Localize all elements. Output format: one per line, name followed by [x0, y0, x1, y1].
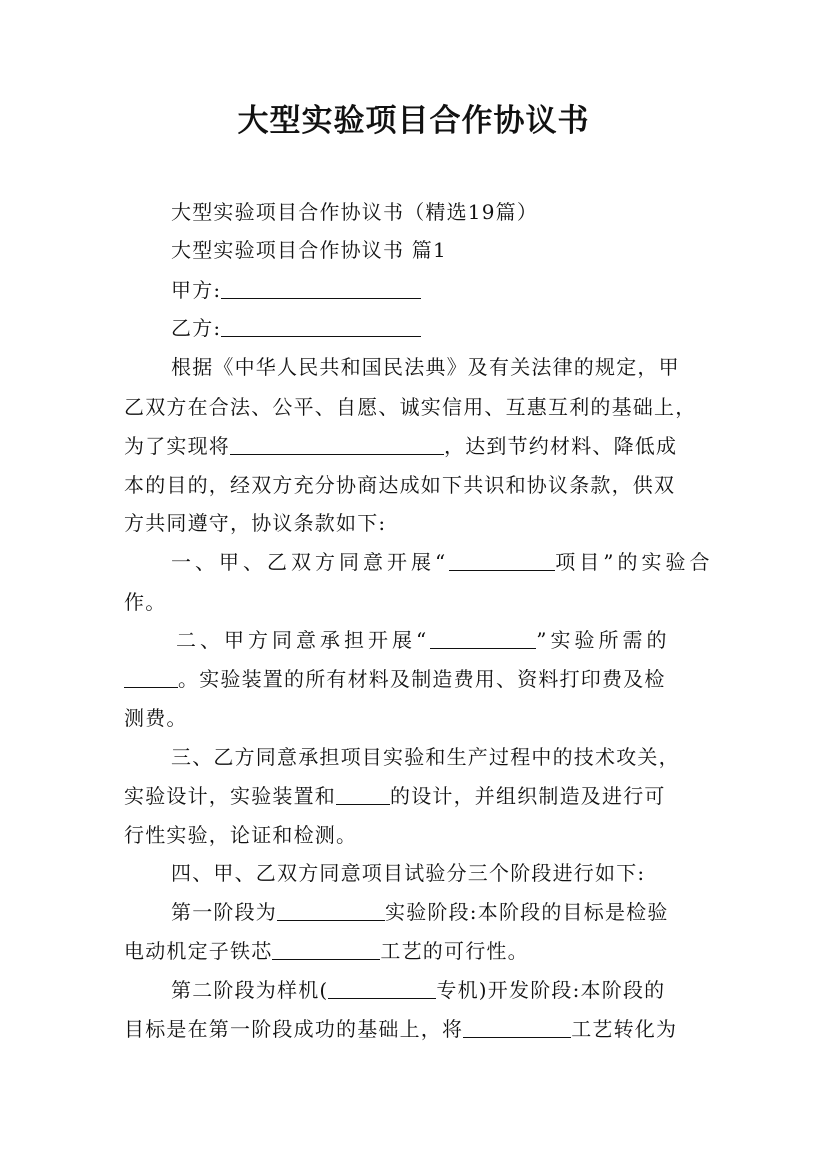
clause-text: 项目”的实验合 — [555, 550, 714, 574]
party-a-blank — [221, 280, 421, 299]
clause-text: 四、甲、乙双方同意项目试验分三个阶段进行如下: — [171, 861, 646, 885]
clause-text: 一、甲、乙双方同意开展“ — [171, 550, 450, 574]
clause-text: 第二阶段为样机( — [171, 978, 329, 1002]
fill-in-blank — [430, 630, 536, 649]
fill-in-blank — [463, 1019, 571, 1038]
paragraph-line — [171, 352, 680, 382]
stage-1-line — [124, 936, 529, 966]
fill-in-blank — [272, 941, 380, 960]
clause-text: 行性实验，论证和检测。 — [124, 823, 358, 847]
clause-3-line — [171, 742, 680, 772]
stage-1-line — [171, 897, 669, 927]
paragraph-line — [124, 431, 677, 461]
paragraph-line — [124, 508, 386, 538]
fill-in-blank — [230, 436, 444, 455]
clause-text: 。实验装置的所有材料及制造费用、资料打印费及检 — [178, 667, 666, 691]
fill-in-blank — [277, 902, 385, 921]
party-a-label: 甲方: — [171, 278, 222, 302]
clause-text: 工艺的可行性。 — [380, 939, 529, 963]
clause-2-line — [124, 664, 666, 694]
clause-1-line — [124, 587, 166, 617]
fill-in-blank — [336, 786, 390, 805]
paragraph-text: 本的目的，经双方充分协商达成如下共识和协议条款，供双 — [124, 473, 676, 497]
clause-text: 实验阶段:本阶段的目标是检验 — [385, 900, 669, 924]
paragraph-line — [124, 392, 696, 422]
clause-text: ”实验所需的 — [536, 628, 671, 652]
clause-text: 工艺转化为 — [571, 1017, 678, 1041]
paragraph-text: 根据《中华人民共和国民法典》及有关法律的规定，甲 — [171, 355, 680, 379]
paragraph-text: 为了实现将 — [124, 434, 230, 458]
fill-in-blank — [449, 552, 555, 571]
clause-text: 二、甲方同意承担开展“ — [176, 628, 431, 652]
paragraph-text: ，达到节约材料、降低成 — [444, 434, 678, 458]
clause-text: 实验设计，实验装置和 — [124, 784, 336, 808]
clause-3-line — [124, 781, 666, 811]
clause-text: 的设计，并组织制造及进行可 — [390, 784, 666, 808]
party-b-line — [171, 313, 421, 343]
party-a-line — [171, 275, 421, 305]
party-b-blank — [221, 318, 421, 337]
paragraph-text: 乙双方在合法、公平、自愿、诚实信用、互惠互利的基础上， — [124, 395, 697, 419]
paragraph-line — [124, 470, 675, 500]
clause-2-line — [176, 625, 670, 655]
stage-2-line — [124, 1014, 677, 1044]
clause-1-line — [171, 547, 713, 577]
subtitle-text: 大型实验项目合作协议书（精选19篇） — [171, 200, 539, 224]
clause-text: 专机)开发阶段:本阶段的 — [436, 978, 666, 1002]
fill-in-blank — [124, 669, 178, 688]
clause-2-line — [124, 703, 188, 733]
stage-2-line — [171, 975, 665, 1005]
section-heading — [171, 235, 447, 265]
subtitle-line — [171, 197, 538, 227]
section-heading-text: 大型实验项目合作协议书 篇1 — [171, 238, 447, 262]
document-title: 大型实验项目合作协议书 — [237, 103, 590, 139]
clause-text: 目标是在第一阶段成功的基础上，将 — [124, 1017, 464, 1041]
clause-4-line — [171, 858, 645, 888]
party-b-label: 乙方: — [171, 316, 222, 340]
clause-text: 电动机定子铁芯 — [124, 939, 273, 963]
clause-3-line — [124, 820, 357, 850]
fill-in-blank — [328, 980, 436, 999]
clause-text: 测费。 — [124, 706, 188, 730]
clause-text: 三、乙方同意承担项目实验和生产过程中的技术攻关， — [171, 745, 680, 769]
clause-text: 作。 — [124, 590, 167, 614]
paragraph-text: 方共同遵守，协议条款如下: — [124, 511, 387, 535]
clause-text: 第一阶段为 — [171, 900, 277, 924]
